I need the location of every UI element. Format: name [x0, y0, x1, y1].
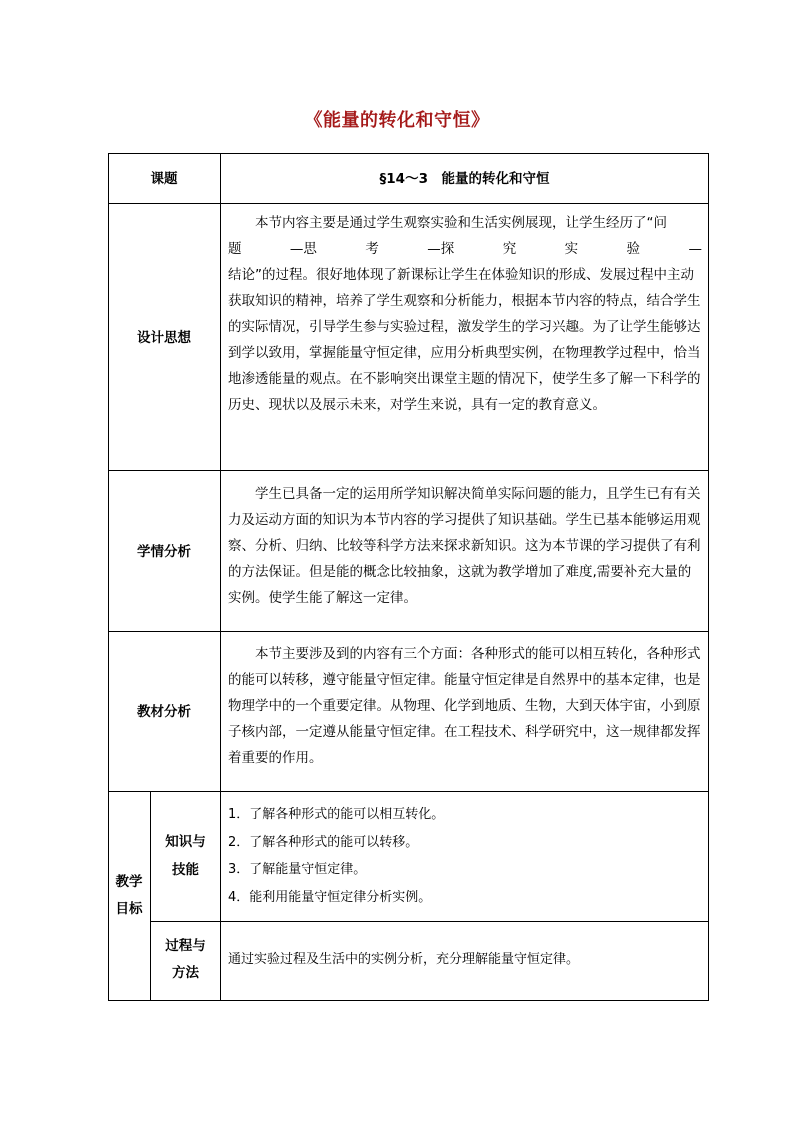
table-border-right	[708, 153, 709, 1001]
row-divider	[108, 631, 709, 632]
goals-label-line: 目标	[115, 901, 143, 917]
spread-word: 考	[365, 241, 379, 257]
students-paragraph: 学生已具备一定的运用所学知识解决简单实际问题的能力，且学生已有有关力及运动方面的知识为本节内容的学习提供了知识基础。学生已基本能够运用观察、分析、归纳、比较等科学方法来探求新知识。这为本节课的学习提供了有利的方法保证。但是能的概念比较抽象，这就为教学增加了难度,需要补充大量的实例。使学生能了解这一定律。	[228, 486, 701, 606]
column-divider	[220, 791, 221, 921]
spread-word: 实	[564, 241, 579, 257]
students-text	[228, 481, 702, 611]
students-label: 学情分析	[137, 544, 191, 560]
knowledge-label	[151, 828, 220, 884]
design-line-1: 本节内容主要是通过学生观察实验和生活实例展现，让学生经历了“问	[255, 215, 667, 231]
document-title: 《能量的转化和守恒》	[304, 110, 490, 131]
materials-text	[228, 641, 702, 771]
column-divider	[220, 153, 221, 791]
column-divider	[220, 921, 221, 1000]
spread-word: —思	[289, 241, 317, 257]
process-text: 通过实验过程及生活中的实例分析，充分理解能量守恒定律。	[228, 952, 580, 967]
goals-label-line: 教学	[115, 874, 143, 890]
spread-word: 验	[626, 241, 641, 257]
materials-label: 教材分析	[137, 704, 191, 720]
topic-value: §14～3 能量的转化和守恒	[379, 171, 550, 187]
spread-word: —	[688, 241, 702, 257]
list-item: 1．了解各种形式的能可以相互转化。	[228, 807, 445, 822]
design-label: 设计思想	[137, 330, 191, 346]
design-text	[228, 210, 702, 418]
row-divider	[108, 470, 709, 471]
list-item: 3．了解能量守恒定律。	[228, 862, 367, 877]
table-border-bottom	[108, 1000, 709, 1001]
process-label-line: 方法	[172, 965, 199, 981]
spread-word: 题	[228, 241, 242, 257]
table-border-top	[108, 153, 709, 154]
materials-paragraph: 本节主要涉及到的内容有三个方面：各种形式的能可以相互转化，各种形式的能可以转移，遵守能量守恒定律。能量守恒定律是自然界中的基本定律，也是物理学中的一个重要定律。从物理、化学到地质、生物，大到天体宇宙，小到原子核内部，一定遵从能量守恒定律。在工程技术、科学研究中，这一规律都发挥着重要的作用。	[228, 646, 701, 766]
topic-label: 课题	[150, 171, 178, 187]
knowledge-list	[228, 801, 444, 911]
design-rest: 结论”的过程。很好地体现了新课标让学生在体验知识的形成、发展过程中主动获取知识的精神，培养了学生观察和分析能力，根据本节内容的特点，结合学生的实际情况，引导学生参与实验过程，激发学生的学习兴趣。为了让学生能够达到学以致用，掌握能量守恒定律，应用分析典型实例，在物理教学过程中，恰当地渗透能量的观点。在不影响突出课堂主题的情况下，使学生多了解一下科学的历史、现状以及展示未来，对学生来说，具有一定的教育意义。	[228, 267, 701, 413]
process-label-line: 过程与	[165, 938, 206, 954]
design-spread-line	[228, 236, 702, 262]
row-divider	[108, 791, 709, 792]
list-item: 4．能利用能量守恒定律分析实例。	[228, 889, 432, 905]
list-item: 2．了解各种形式的能可以转移。	[228, 834, 419, 850]
goals-label	[108, 869, 150, 923]
spread-word: —探	[427, 241, 455, 257]
process-label	[151, 933, 220, 987]
row-divider	[108, 203, 709, 204]
knowledge-label-line: 知识与	[165, 834, 206, 850]
knowledge-label-line: 技能	[172, 862, 199, 878]
row-divider	[150, 921, 709, 922]
spread-word: 究	[502, 241, 517, 257]
